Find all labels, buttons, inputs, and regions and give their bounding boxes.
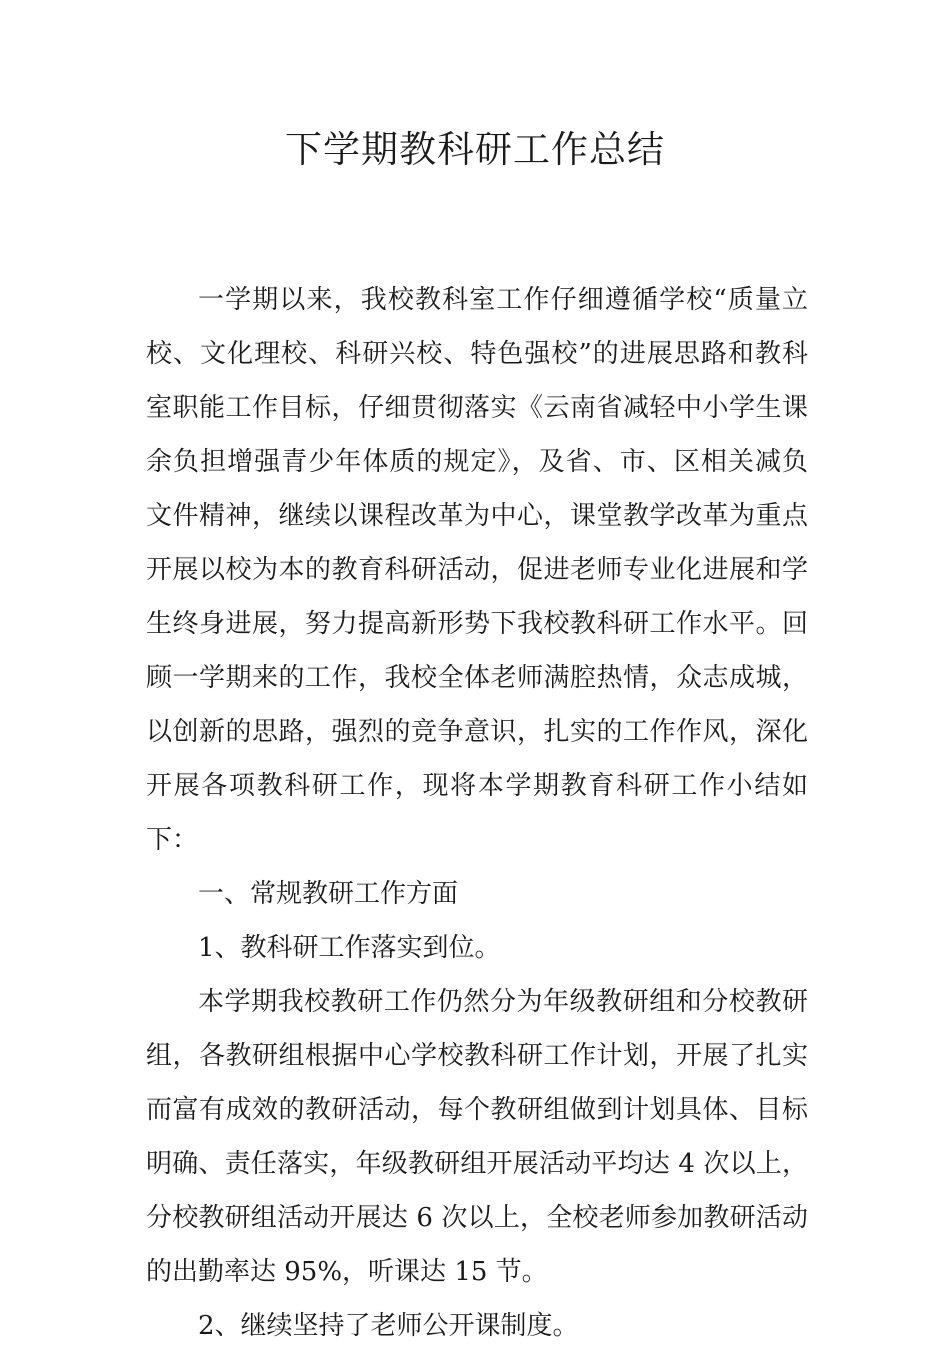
document-body — [146, 273, 808, 1353]
paragraph-research-groups: 本学期我校教研工作仍然分为年级教研组和分校教研组，各教研组根据中心学校教科研工作计划，开展了扎实而富有成效的教研活动，每个教研组做到计划具体、目标明确、责任落实，年级教研组开展活动平均达 4 次以上，分校教研组活动开展达 6 次以上，全校老师参加教研活动的出勤率达 95%，听课达 15 节。 — [146, 987, 808, 1287]
paragraph-intro: 一学期以来，我校教科室工作仔细遵循学校“质量立校、文化理校、科研兴校、特色强校”的进展思路和教科室职能工作目标，仔细贯彻落实《云南省减轻中小学生课余负担增强青少年体质的规定》，及省、市、区相关减负文件精神，继续以课程改革为中心，课堂教学改革为重点开展以校为本的教育科研活动，促进老师专业化进展和学生终身进展，努力提高新形势下我校教科研工作水平。回顾一学期来的工作，我校全体老师满腔热情，众志成城，以创新的思路，强烈的竞争意识，扎实的工作作风，深化开展各项教科研工作，现将本学期教育科研工作小结如下： — [146, 285, 808, 855]
subheading-implementation: 1、教科研工作落实到位。 — [198, 933, 501, 963]
section-heading-routine-research: 一、常规教研工作方面 — [198, 879, 459, 909]
document-title: 下学期教科研工作总结 — [285, 128, 665, 171]
subheading-open-class: 2、继续坚持了老师公开课制度。 — [198, 1311, 579, 1341]
